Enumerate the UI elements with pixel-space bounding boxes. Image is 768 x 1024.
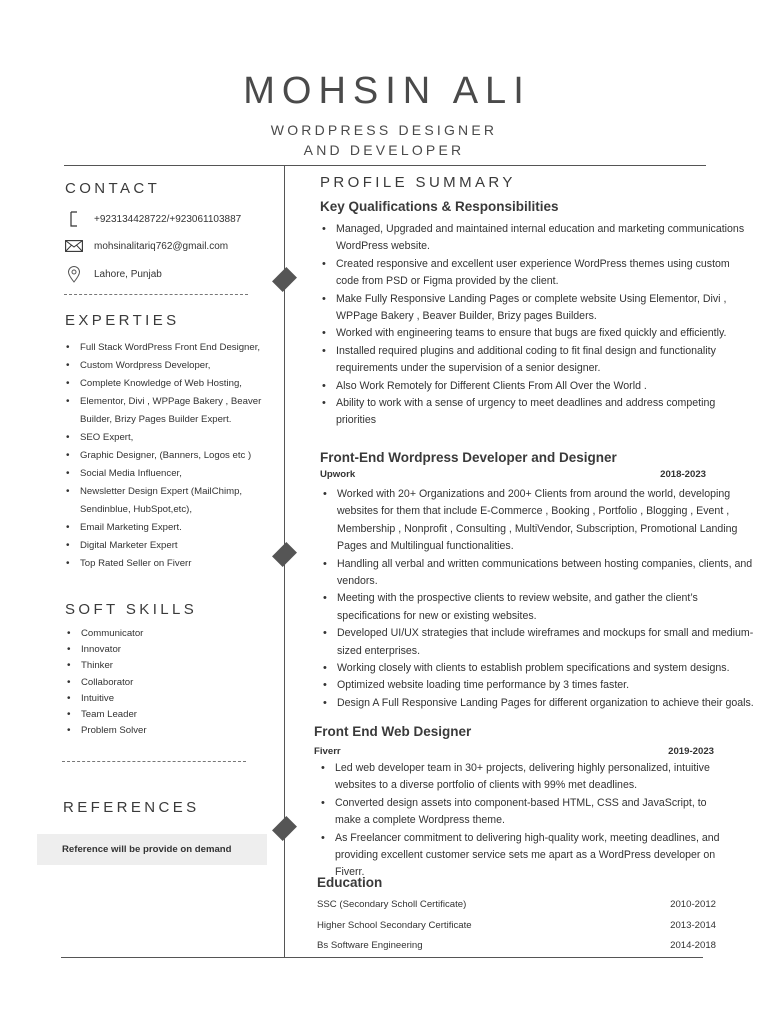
list-item: • Ability to work with a sense of urgency to meet deadlines and address competing priorities <box>320 395 745 430</box>
profile-summary-heading: PROFILE SUMMARY <box>320 174 516 191</box>
list-item: • Elementor, Divi , WPPage Bakery , Beaver Builder, Brizy Pages Builder Expert. <box>64 393 274 429</box>
mail-icon <box>64 237 84 255</box>
divider-diamond <box>272 816 297 841</box>
contact-location <box>64 265 162 283</box>
section-separator <box>64 294 248 295</box>
references-box <box>37 834 267 865</box>
education-heading: Education <box>317 875 383 890</box>
phone-number: +923134428722/+923061103887 <box>94 213 242 225</box>
references-text: Reference will be provide on demand <box>62 844 232 855</box>
location-text: Lahore, Punjab <box>94 268 162 280</box>
job-title-line-1: WORDPRESS DESIGNER <box>270 122 498 138</box>
education-degree: Higher School Secondary Certificate <box>317 919 472 931</box>
list-item: • Email Marketing Expert. <box>64 519 274 537</box>
list-item: • Optimized website loading time performance by 3 times faster. <box>321 677 756 694</box>
list-item: • Managed, Upgraded and maintained internal education and marketing communications WordPress website. <box>320 221 745 256</box>
education-degree: Bs Software Engineering <box>317 940 423 951</box>
soft-skills-heading: SOFT SKILLS <box>65 601 198 618</box>
expertise-list <box>64 339 274 573</box>
phone-icon <box>64 210 84 228</box>
email-address: mohsinalitariq762@gmail.com <box>94 240 229 252</box>
job1-meta <box>320 469 706 480</box>
expertise-heading: EXPERTIES <box>65 312 180 329</box>
qualifications-list <box>320 221 745 430</box>
list-item: • Communicator <box>65 626 265 642</box>
location-pin-icon <box>64 265 84 283</box>
list-item: • Also Work Remotely for Different Clients From All Over the World . <box>320 378 745 395</box>
job1-list <box>321 486 756 712</box>
list-item: • Social Media Influencer, <box>64 465 274 483</box>
job2-company: Fiverr <box>314 746 341 757</box>
list-item: • As Freelancer commitment to delivering high-quality work, meeting deadlines, and providing excellent customer service sets me apart as a WordPress developer on Fiverr. <box>319 830 729 882</box>
education-years: 2010-2012 <box>670 899 716 910</box>
references-heading: REFERENCES <box>63 799 200 816</box>
candidate-name: MOHSIN ALI <box>243 70 531 112</box>
list-item: • Installed required plugins and additional coding to fit final design and functionality requirements under the supervision of a senior designer. <box>320 343 745 378</box>
list-item: • Top Rated Seller on Fiverr <box>64 555 274 573</box>
job2-years: 2019-2023 <box>668 746 714 757</box>
education-years: 2014-2018 <box>670 940 716 951</box>
list-item: • Led web developer team in 30+ projects, delivering highly personalized, intuitive websites to a diverse portfolio of clients with 99% met deadlines. <box>319 760 729 795</box>
qualifications-heading: Key Qualifications & Responsibilities <box>320 199 559 214</box>
soft-skills-list <box>65 626 265 739</box>
list-item: • Make Fully Responsive Landing Pages or complete website Using Elementor, Divi , WPPage Bakery , Beaver Builder, Brizy pages Builders. <box>320 291 745 326</box>
list-item: • Problem Solver <box>65 723 265 739</box>
list-item: • Collaborator <box>65 675 265 691</box>
list-item: • Intuitive <box>65 691 265 707</box>
divider-diamond <box>272 267 297 292</box>
list-item: • Worked with 20+ Organizations and 200+ Clients from around the world, developing websites for them that include E-Commerce , Booking , Portfolio , Blogging , Event , Membership , Nonprofit , Consulting , MultiVendor, Subscription, Promotional Landing Pages and Multilingual functionalities. <box>321 486 756 556</box>
contact-heading: CONTACT <box>65 180 161 197</box>
list-item: • Meeting with the prospective clients to review website, and gather the client’s specifications for new or existing websites. <box>321 590 756 625</box>
list-item: • Converted design assets into component-based HTML, CSS and JavaScript, to make a complete Wordpress theme. <box>319 795 729 830</box>
job1-years: 2018-2023 <box>660 469 706 480</box>
list-item: • Full Stack WordPress Front End Designer, <box>64 339 274 357</box>
education-row <box>317 940 716 961</box>
list-item: • Thinker <box>65 658 265 674</box>
list-item: • Design A Full Responsive Landing Pages for different organization to achieve their goals. <box>321 695 756 712</box>
list-item: • Digital Marketer Expert <box>64 537 274 555</box>
list-item: • Worked with engineering teams to ensure that bugs are fixed quickly and efficiently. <box>320 325 745 342</box>
education-table <box>317 899 716 961</box>
job1-company: Upwork <box>320 469 356 480</box>
job2-meta <box>314 746 714 757</box>
job2-title: Front End Web Designer <box>314 724 472 739</box>
education-row <box>317 899 716 920</box>
education-row <box>317 920 716 941</box>
divider-diamond <box>272 542 297 567</box>
contact-phone <box>64 210 241 228</box>
header-divider <box>64 165 706 166</box>
education-years: 2013-2014 <box>670 919 716 931</box>
list-item: • Created responsive and excellent user experience WordPress themes using custom code from PSD or Figma provided by the client. <box>320 256 745 291</box>
job2-list <box>319 760 729 882</box>
list-item: • Developed UI/UX strategies that include wireframes and mockups for small and medium-sized enterprises. <box>321 625 756 660</box>
education-degree: SSC (Secondary Scholl Certificate) <box>317 899 467 910</box>
list-item: • Working closely with clients to establish problem specifications and system designs. <box>321 660 756 677</box>
list-item: • Custom Wordpress Developer, <box>64 357 274 375</box>
list-item: • SEO Expert, <box>64 429 274 447</box>
list-item: • Complete Knowledge of Web Hosting, <box>64 375 274 393</box>
section-separator <box>62 761 246 762</box>
list-item: • Graphic Designer, (Banners, Logos etc ) <box>64 447 274 465</box>
contact-email <box>64 237 228 255</box>
job-title-line-2: AND DEVELOPER <box>303 142 465 158</box>
list-item: • Team Leader <box>65 707 265 723</box>
list-item: • Handling all verbal and written communications between hosting companies, clients, and vendors. <box>321 556 756 591</box>
list-item: • Newsletter Design Expert (MailChimp, Sendinblue, HubSpot,etc), <box>64 483 274 519</box>
list-item: • Innovator <box>65 642 265 658</box>
job1-title: Front-End Wordpress Developer and Designer <box>320 450 617 465</box>
